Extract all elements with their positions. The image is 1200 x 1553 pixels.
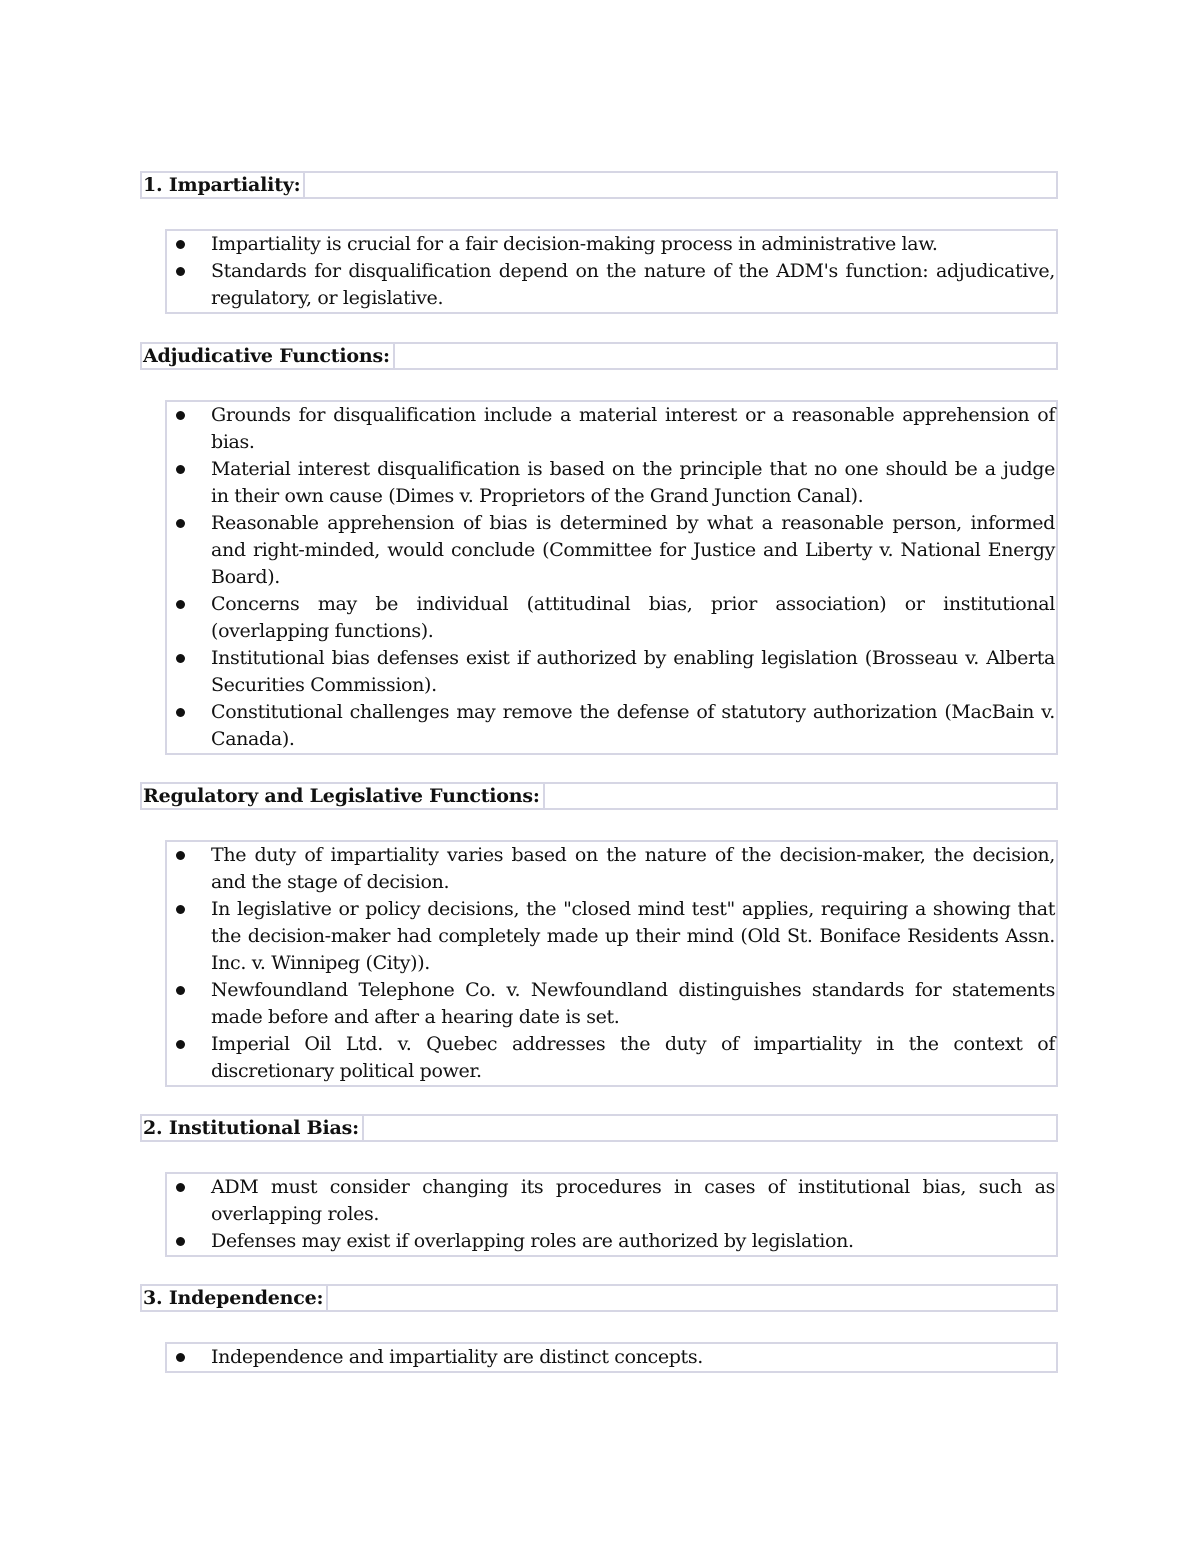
- bullet-icon: [176, 519, 185, 528]
- section-heading-adjudicative-functions: [140, 342, 1058, 370]
- section-heading-institutional-bias: [140, 1114, 1058, 1142]
- list-item-text: Defenses may exist if overlapping roles are authorized by legislation.: [211, 1230, 854, 1252]
- bullet-list-adjudicative-functions: [165, 400, 1058, 755]
- list-item-text: Independence and impartiality are distinct concepts.: [211, 1346, 703, 1368]
- list-item: [167, 1031, 1056, 1085]
- list-item-text: In legislative or policy decisions, the "closed mind test" applies, requiring a showing that the decision-maker had completely made up their mind (Old St. Boniface Residents Assn. Inc. v. Winnipeg (City)).: [211, 898, 1055, 974]
- list-item: [167, 456, 1056, 510]
- bullet-icon: [176, 654, 185, 663]
- heading-text: Regulatory and Legislative Functions:: [142, 784, 545, 808]
- list-item-text: Imperial Oil Ltd. v. Quebec addresses the duty of impartiality in the context of discretionary political power.: [211, 1033, 1055, 1082]
- list-item: [167, 402, 1056, 456]
- list-item-text: Grounds for disqualification include a material interest or a reasonable apprehension of bias.: [211, 404, 1055, 453]
- list-item: [167, 258, 1056, 312]
- bullet-icon: [176, 1237, 185, 1246]
- list-item: [167, 1344, 1056, 1371]
- list-item-text: Standards for disqualification depend on the nature of the ADM's function: adjudicative, regulatory, or legislative.: [211, 260, 1055, 309]
- list-item-text: Reasonable apprehension of bias is determined by what a reasonable person, informed and right-minded, would conclude (Committee for Justice and Liberty v. National Energy Board).: [211, 512, 1055, 588]
- list-item: [167, 1228, 1056, 1255]
- list-item: [167, 896, 1056, 977]
- bullet-list-institutional-bias: [165, 1172, 1058, 1257]
- list-item: [167, 645, 1056, 699]
- list-item-text: The duty of impartiality varies based on the nature of the decision-maker, the decision, and the stage of decision.: [211, 844, 1055, 893]
- list-item-text: Constitutional challenges may remove the defense of statutory authorization (MacBain v. Canada).: [211, 701, 1055, 750]
- bullet-icon: [176, 1353, 185, 1362]
- list-item: [167, 842, 1056, 896]
- list-item: [167, 591, 1056, 645]
- heading-text: 1. Impartiality:: [142, 173, 305, 197]
- section-heading-independence: [140, 1284, 1058, 1312]
- bullet-list-impartiality: [165, 229, 1058, 314]
- list-item: [167, 510, 1056, 591]
- list-item-text: Material interest disqualification is based on the principle that no one should be a judge in their own cause (Dimes v. Proprietors of the Grand Junction Canal).: [211, 458, 1055, 507]
- bullet-list-independence: [165, 1342, 1058, 1373]
- list-item: [167, 977, 1056, 1031]
- bullet-icon: [176, 600, 185, 609]
- heading-text: 2. Institutional Bias:: [142, 1116, 364, 1140]
- heading-text: Adjudicative Functions:: [142, 344, 395, 368]
- list-item-text: ADM must consider changing its procedures in cases of institutional bias, such as overlapping roles.: [211, 1176, 1055, 1225]
- bullet-icon: [176, 411, 185, 420]
- bullet-icon: [176, 905, 185, 914]
- list-item-text: Impartiality is crucial for a fair decision-making process in administrative law.: [211, 233, 938, 255]
- bullet-icon: [176, 267, 185, 276]
- section-heading-impartiality: [140, 171, 1058, 199]
- list-item-text: Newfoundland Telephone Co. v. Newfoundland distinguishes standards for statements made before and after a hearing date is set.: [211, 979, 1055, 1028]
- list-item: [167, 1174, 1056, 1228]
- heading-text: 3. Independence:: [142, 1286, 328, 1310]
- bullet-icon: [176, 708, 185, 717]
- list-item: [167, 231, 1056, 258]
- list-item-text: Institutional bias defenses exist if authorized by enabling legislation (Brosseau v. Alberta Securities Commission).: [211, 647, 1055, 696]
- list-item-text: Concerns may be individual (attitudinal bias, prior association) or institutional (overlapping functions).: [211, 593, 1055, 642]
- bullet-list-regulatory-legislative-functions: [165, 840, 1058, 1087]
- bullet-icon: [176, 1183, 185, 1192]
- bullet-icon: [176, 1040, 185, 1049]
- bullet-icon: [176, 851, 185, 860]
- bullet-icon: [176, 986, 185, 995]
- bullet-icon: [176, 465, 185, 474]
- list-item: [167, 699, 1056, 753]
- section-heading-regulatory-legislative-functions: [140, 782, 1058, 810]
- bullet-icon: [176, 240, 185, 249]
